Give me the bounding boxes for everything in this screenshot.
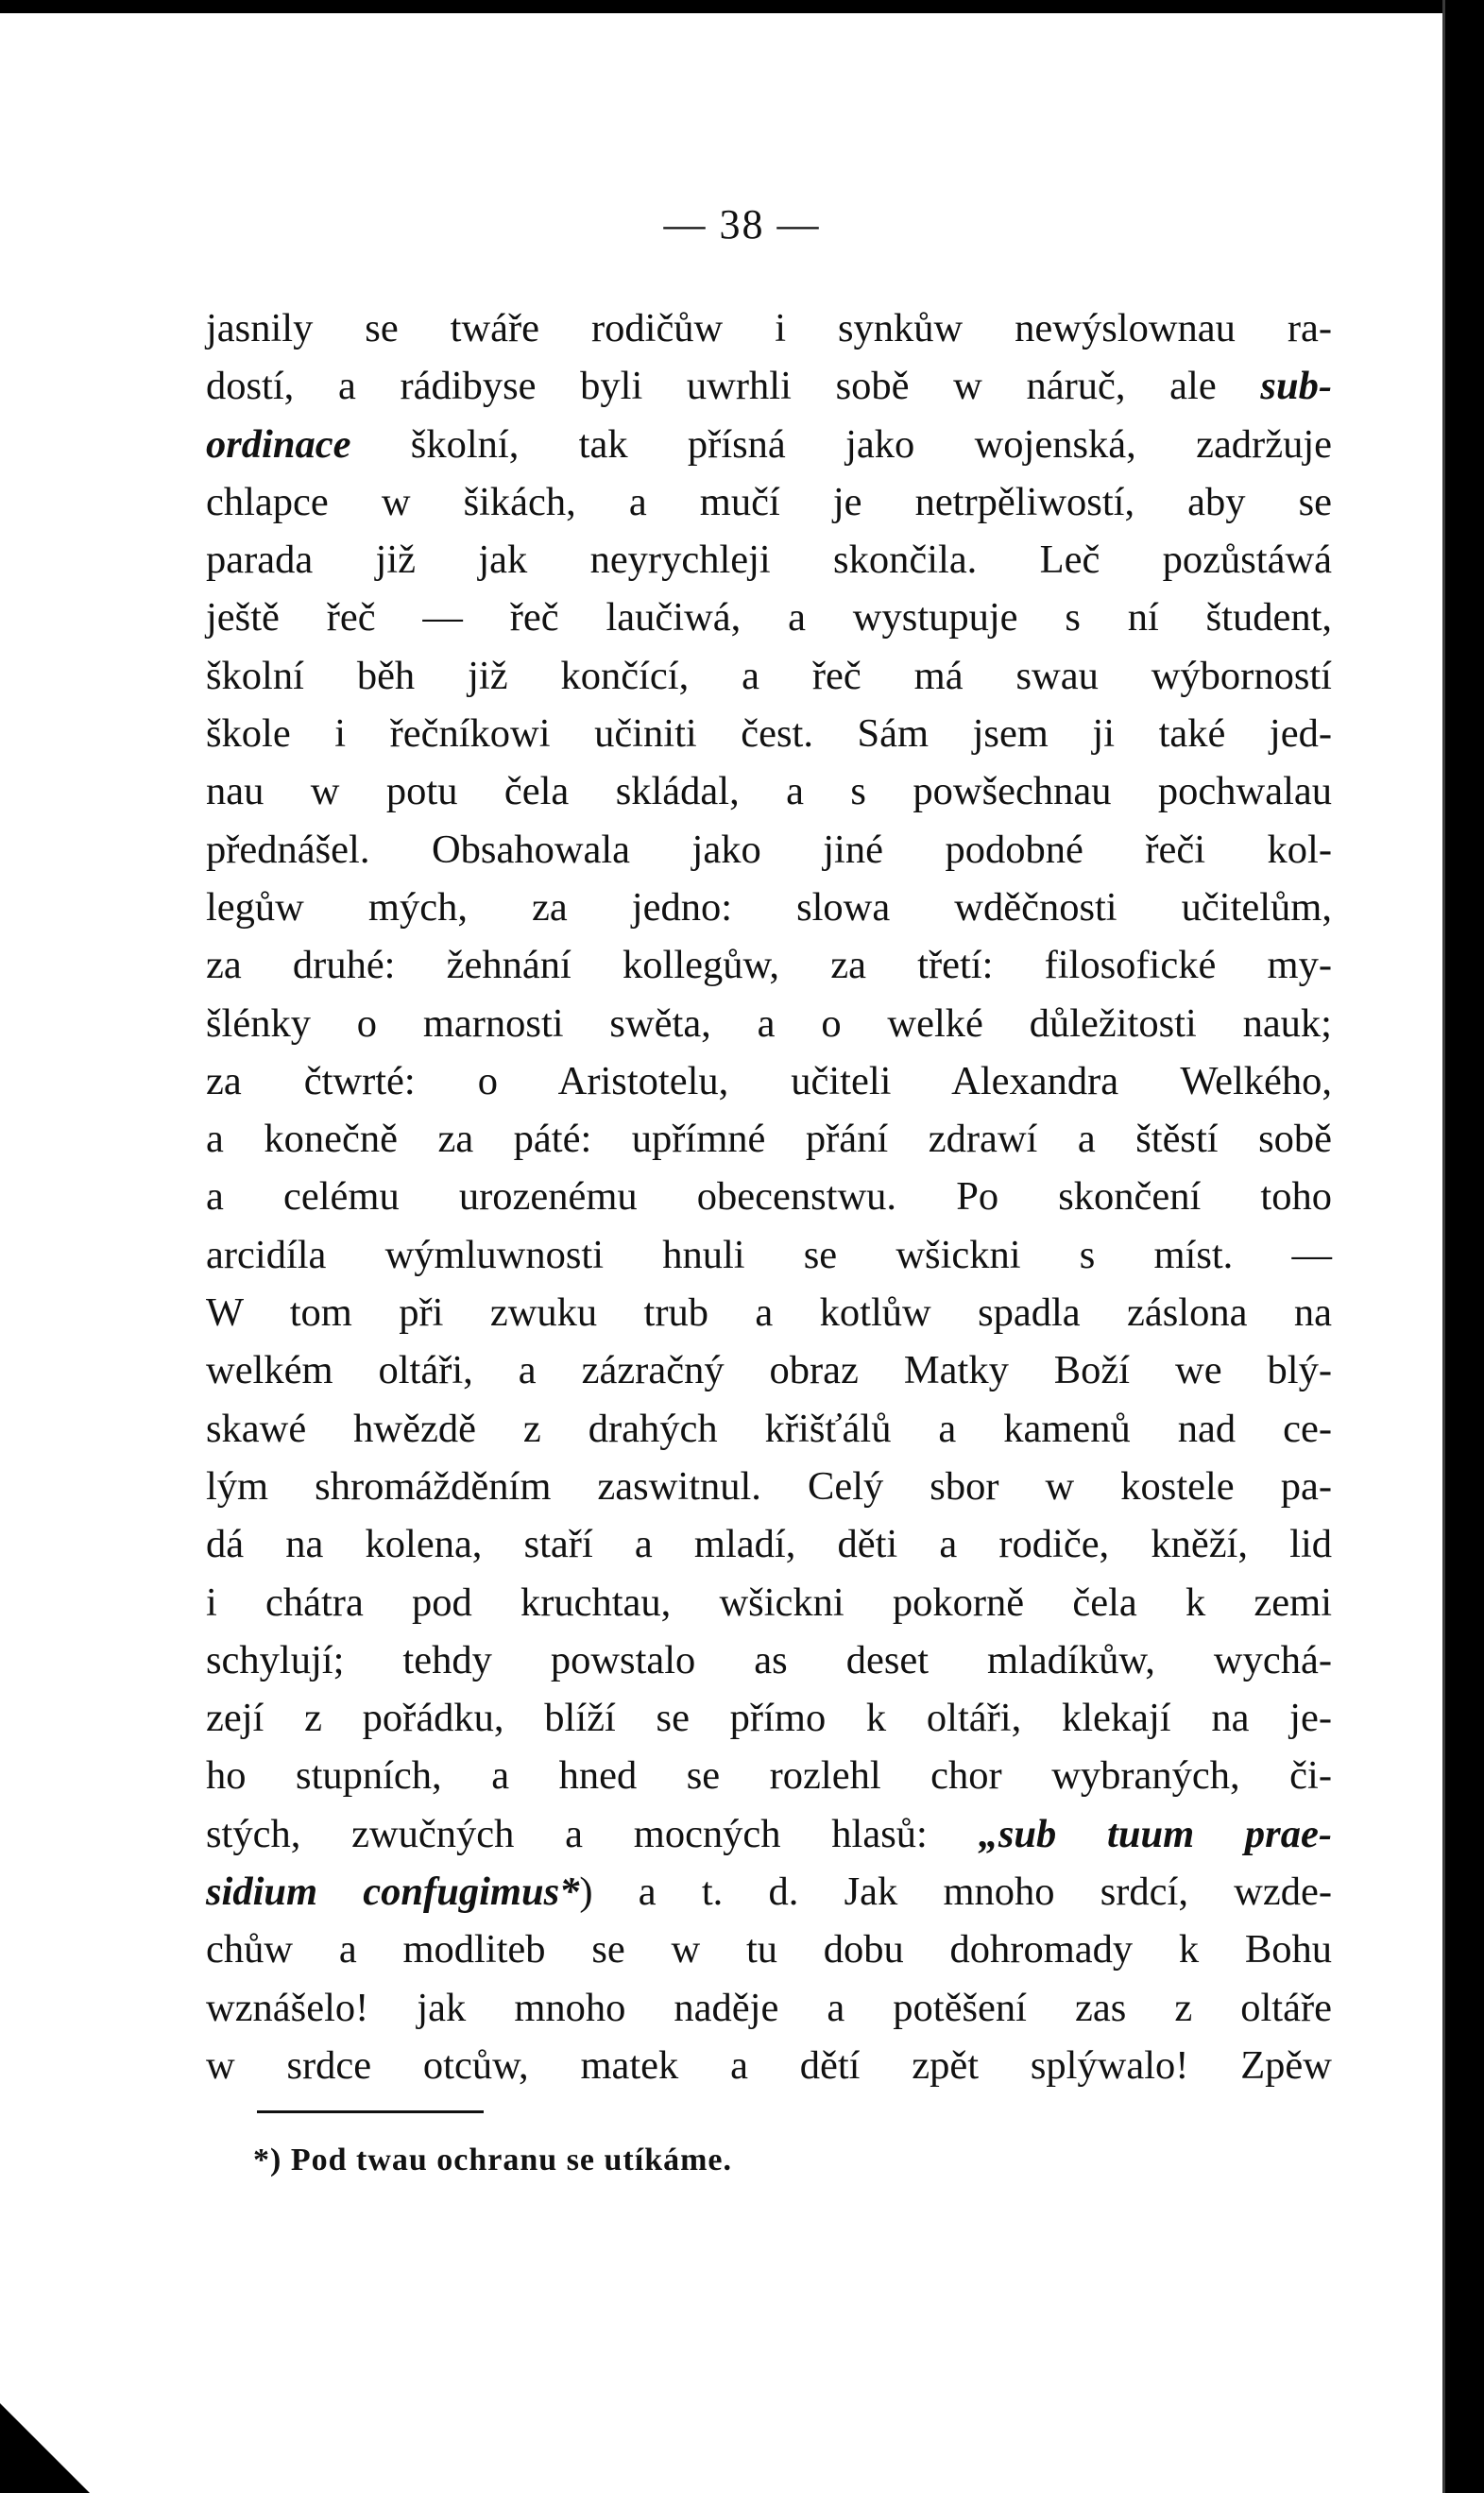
text-line — [206, 936, 1332, 994]
text-line — [206, 1574, 1332, 1631]
text-run: chlapce w šikách, a mučí je netrpěliwostí, aby se — [206, 479, 1332, 524]
text-line — [206, 1689, 1332, 1747]
scan-edge-right — [1444, 0, 1484, 2493]
text-line — [206, 357, 1332, 415]
text-run: za druhé: žehnání kollegůw, za třetí: filosofické my- — [206, 943, 1332, 988]
italic-run: sub- — [1260, 364, 1332, 409]
text-run: chůw a modliteb se w tu dobu dohromady k Bohu — [206, 1927, 1332, 1972]
text-run: welkém oltáři, a zázračný obraz Matky Boží we blý- — [206, 1348, 1332, 1393]
text-run: skawé hwězdě z drahých křišťálů a kamenů nad ce- — [206, 1406, 1332, 1451]
text-line — [206, 705, 1332, 762]
scan-edge-right-line — [1442, 0, 1445, 2493]
body-text — [206, 299, 1332, 2094]
text-line — [206, 821, 1332, 879]
text-line — [206, 473, 1332, 531]
text-line — [206, 589, 1332, 646]
text-run: školní běh již končící, a řeč má swau wýborností — [206, 653, 1332, 698]
footnote-rule — [257, 2110, 484, 2113]
text-run: a celému urozenému obecenstwu. Po skončení toho — [206, 1174, 1332, 1220]
text-line — [206, 1458, 1332, 1515]
text-line — [206, 1341, 1332, 1399]
page-number: — 38 — — [663, 201, 821, 248]
italic-run: ordinace — [206, 421, 351, 467]
text-run: ještě řeč — řeč laučiwá, a wystupuje s ní študent, — [206, 595, 1332, 640]
text-run: w srdce otcůw, matek a dětí zpět splýwalo! Zpěw — [206, 2042, 1332, 2088]
text-run: schylují; tehdy powstalo as deset mladíkůw, wychá- — [206, 1637, 1332, 1682]
text-run: dostí, a rádibyse byli uwrhli sobě w náruč, ale — [206, 364, 1261, 409]
text-line — [206, 1921, 1332, 1978]
italic-run: „sub tuum prae- — [978, 1811, 1332, 1856]
text-run: legůw mých, za jedno: slowa wděčnosti učitelům, — [206, 884, 1332, 930]
text-run: nau w potu čela skládal, a s powšechnau pochwalau — [206, 769, 1332, 814]
text-line — [206, 299, 1332, 357]
text-line — [206, 1747, 1332, 1804]
text-line — [206, 1284, 1332, 1341]
text-run: ho stupních, a hned se rozlehl chor wybraných, či- — [206, 1753, 1332, 1799]
text-line — [206, 1052, 1332, 1110]
text-line — [206, 1631, 1332, 1689]
text-run: dá na kolena, staří a mladí, děti a rodiče, kněží, lid — [206, 1522, 1332, 1567]
text-run: wznášelo! jak mnoho naděje a potěšení zas z oltáře — [206, 1985, 1332, 2030]
text-line — [206, 1226, 1332, 1284]
text-run: šlénky o marnosti swěta, a o welké důležitosti nauk; — [206, 1000, 1332, 1046]
text-run: W tom při zwuku trub a kotlůw spadla záslona na — [206, 1290, 1332, 1336]
text-run: ) a t. d. Jak mnoho srdcí, wzde- — [579, 1870, 1332, 1915]
text-run: jasnily se twáře rodičůw i synkůw newýslownau ra- — [206, 306, 1332, 350]
text-run: arcidíla wýmluwnosti hnuli se wšickni s míst. — — [206, 1232, 1332, 1277]
italic-run: sidium confugimus* — [206, 1870, 580, 1915]
text-line — [206, 1400, 1332, 1458]
text-line — [206, 1805, 1332, 1863]
text-run: přednášel. Obsahowala jako jiné podobné řeči kol- — [206, 827, 1332, 872]
text-run: i chátra pod kruchtau, wšickni pokorně čela k zemi — [206, 1579, 1332, 1625]
text-run: stých, zwučných a mocných hlasů: — [206, 1811, 979, 1856]
text-line — [206, 2037, 1332, 2094]
text-line — [206, 879, 1332, 936]
text-line — [206, 531, 1332, 589]
scan-edge-corner — [0, 2403, 90, 2493]
text-line — [206, 1110, 1332, 1168]
text-line — [206, 1979, 1332, 2037]
text-line — [206, 1863, 1332, 1921]
scan-edge-top — [0, 0, 1484, 13]
text-line — [206, 762, 1332, 820]
text-run: a konečně za páté: upřímné přání zdrawí a štěstí sobě — [206, 1117, 1332, 1162]
text-line — [206, 1168, 1332, 1225]
text-run: parada již jak neyrychleji skončila. Leč pozůstáwá — [206, 538, 1332, 583]
text-run: školní, tak přísná jako wojenská, zadržuje — [350, 421, 1332, 467]
text-run: škole i řečníkowi učiniti čest. Sám jsem ji také jed- — [206, 711, 1332, 757]
text-run: zejí z pořádku, blíží se přímo k oltáři, klekají na je- — [206, 1696, 1332, 1741]
text-line — [206, 1515, 1332, 1573]
text-line — [206, 995, 1332, 1052]
text-run: lým shromážděním zaswitnul. Celý sbor w kostele pa- — [206, 1463, 1332, 1509]
text-line — [206, 647, 1332, 705]
footnote: *) Pod twau ochranu se utíkáme. — [253, 2143, 733, 2177]
text-run: za čtwrté: o Aristotelu, učiteli Alexandra Welkého, — [206, 1058, 1332, 1103]
text-line — [206, 416, 1332, 473]
